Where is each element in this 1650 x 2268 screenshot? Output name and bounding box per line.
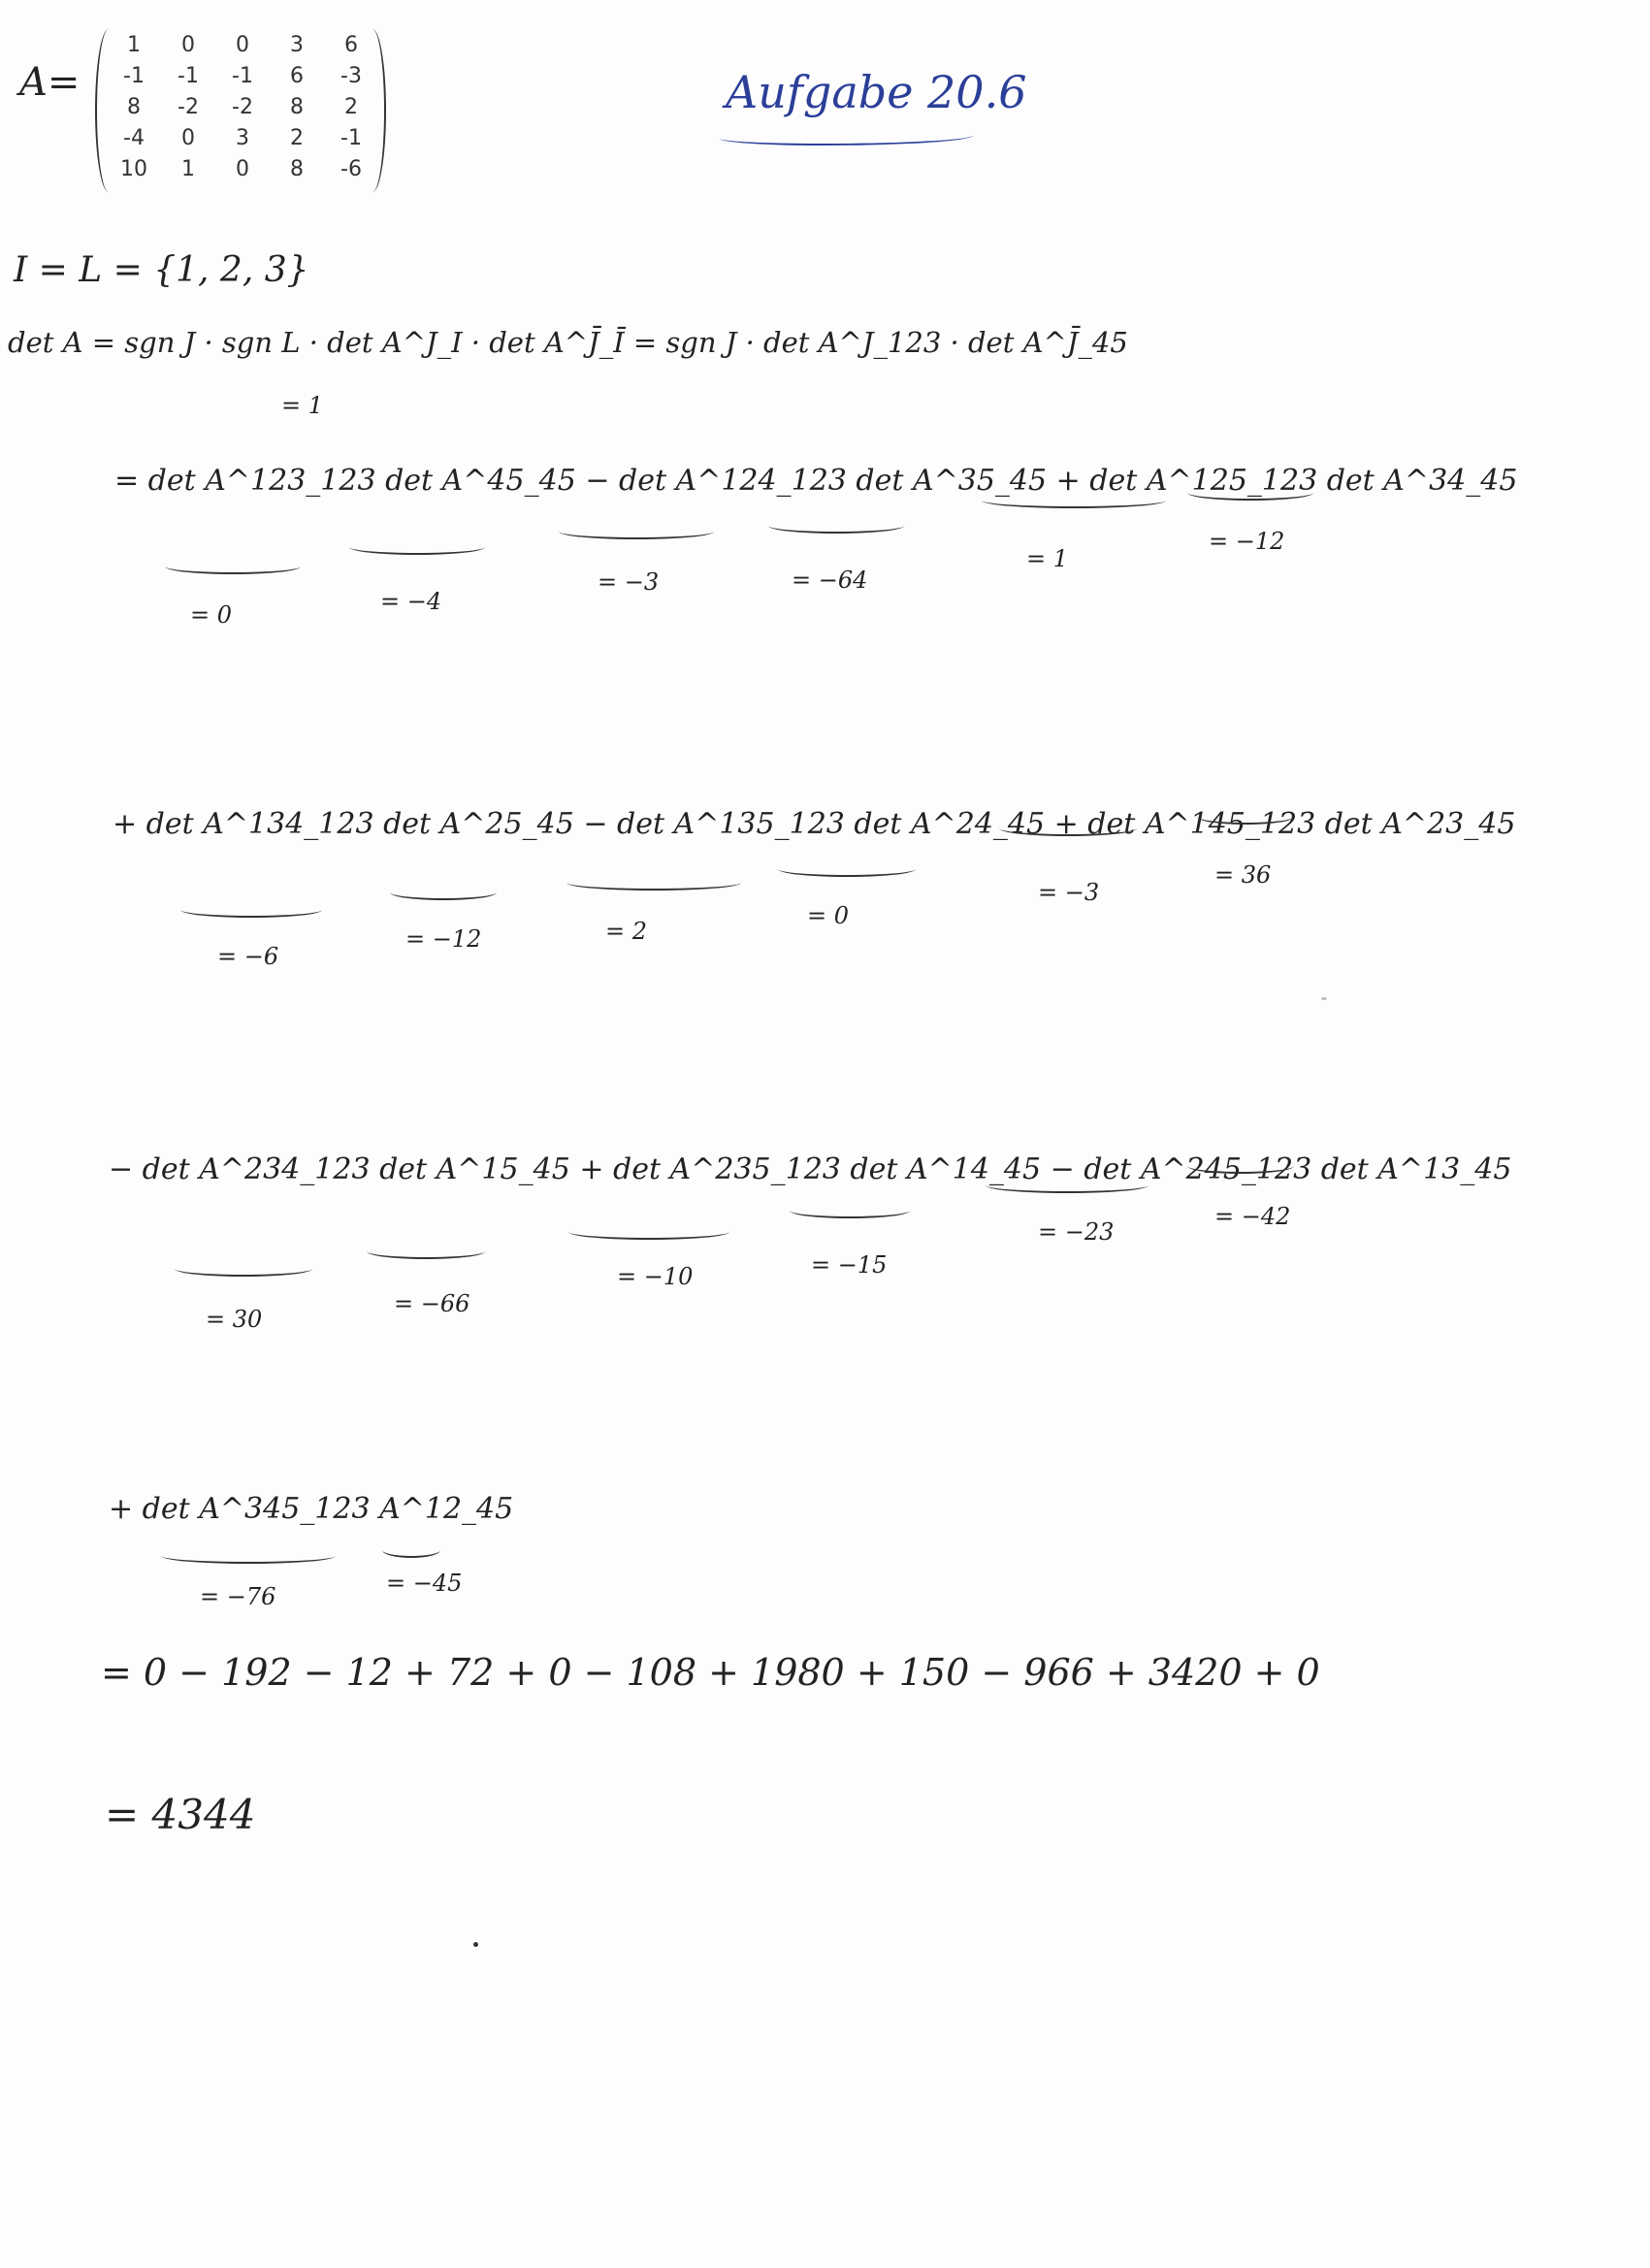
underbrace	[367, 1244, 485, 1259]
expansion-row-1: = det A^123_123 det A^45_45 − det A^124_123 det A^35_45 + det A^125_123 det A^34_45	[114, 464, 1518, 498]
page-title: Aufgabe 20.6	[726, 66, 1027, 118]
term-value: = −10	[617, 1263, 694, 1290]
underbrace	[382, 1542, 440, 1558]
matrix-cell: -3	[340, 64, 362, 88]
matrix-cell: 8	[290, 157, 304, 181]
term-value: = −42	[1214, 1203, 1291, 1230]
matrix-cell: 6	[290, 64, 304, 88]
underbrace	[986, 1178, 1149, 1193]
matrix-cell: 0	[181, 33, 195, 57]
term-value: = −45	[386, 1570, 463, 1597]
matrix-a	[95, 29, 386, 192]
matrix-cell: -1	[123, 64, 145, 88]
underbrace	[180, 902, 322, 918]
underbrace	[999, 821, 1137, 836]
underbrace	[790, 1203, 910, 1218]
matrix-cell: 3	[290, 33, 304, 57]
term-value: = −12	[1209, 528, 1285, 555]
underbrace	[390, 885, 497, 900]
underbrace	[566, 875, 741, 891]
matrix-row	[107, 64, 378, 88]
underbrace	[568, 1224, 729, 1240]
term-value: = 0	[807, 902, 850, 929]
expansion-row-3: − det A^234_123 det A^15_45 + det A^235_123 det A^14_45 − det A^245_123 det A^13_45	[109, 1152, 1512, 1186]
matrix-cell: 0	[181, 126, 195, 150]
underbrace	[161, 1548, 336, 1564]
term-value: = 30	[206, 1306, 263, 1333]
underbrace	[1197, 809, 1294, 825]
term-value: = −3	[1038, 879, 1100, 906]
matrix-cell: 2	[290, 126, 304, 150]
expansion-row-4: + det A^345_123 A^12_45	[109, 1492, 514, 1526]
matrix-cell: 3	[236, 126, 249, 150]
underbrace	[559, 524, 714, 539]
result-line: = 4344	[105, 1791, 256, 1838]
title-underline	[720, 128, 974, 146]
matrix-cell: -1	[232, 64, 253, 88]
term-value: = −23	[1038, 1218, 1115, 1246]
term-value: = −3	[598, 568, 660, 596]
term-value: = −64	[792, 567, 868, 594]
matrix-row	[107, 157, 378, 181]
underbrace	[1187, 485, 1313, 501]
matrix-row	[107, 126, 378, 150]
matrix-cell: 8	[127, 95, 141, 119]
ink-dot	[473, 1942, 478, 1947]
matrix-row	[107, 95, 378, 119]
matrix-cell: -4	[123, 126, 145, 150]
matrix-cell: 2	[344, 95, 358, 119]
sum-line: = 0 − 192 − 12 + 72 + 0 − 108 + 1980 + 150 − 966 + 3420 + 0	[101, 1651, 1320, 1694]
matrix-cell: 0	[236, 33, 249, 57]
underbrace	[982, 493, 1166, 508]
matrix-cell: -1	[340, 126, 362, 150]
term-value: = 0	[190, 601, 233, 629]
matrix-cell: 1	[181, 157, 195, 181]
underbrace	[768, 518, 904, 534]
term-value: = −66	[394, 1290, 470, 1317]
matrix-cell: -2	[232, 95, 253, 119]
term-value: = −12	[405, 925, 482, 953]
matrix-cell: -6	[340, 157, 362, 181]
underbrace	[1187, 1158, 1294, 1174]
term-value: = −4	[380, 588, 442, 615]
matrix-row	[107, 33, 378, 57]
matrix-cell: 0	[236, 157, 249, 181]
matrix-cell: 8	[290, 95, 304, 119]
sgn-note: = 1	[281, 392, 324, 419]
index-set-line: I = L = {1, 2, 3}	[14, 250, 309, 290]
matrix-cell: -1	[178, 64, 199, 88]
underbrace	[349, 539, 485, 555]
matrix-cell: 10	[120, 157, 147, 181]
ink-dot	[1321, 997, 1327, 1000]
matrix-cell: 6	[344, 33, 358, 57]
term-value: = −15	[811, 1251, 888, 1279]
underbrace	[175, 1261, 312, 1277]
term-value: = −6	[217, 943, 279, 970]
term-value: = 36	[1214, 861, 1272, 889]
underbrace	[778, 861, 916, 877]
matrix-cell: -2	[178, 95, 199, 119]
underbrace	[165, 559, 301, 574]
term-value: = 1	[1026, 545, 1069, 572]
term-value: = −76	[200, 1583, 276, 1610]
laplace-formula-line: det A = sgn J · sgn L · det A^J_I · det A^J̄_Ī = sgn J · det A^J_123 · det A^J̄_45	[8, 326, 1128, 359]
term-value: = 2	[605, 918, 648, 945]
matrix-label: A=	[19, 60, 81, 105]
matrix-cell: 1	[127, 33, 141, 57]
expansion-row-2: + det A^134_123 det A^25_45 − det A^135_123 det A^24_45 + det A^145_123 det A^23_45	[113, 807, 1516, 841]
